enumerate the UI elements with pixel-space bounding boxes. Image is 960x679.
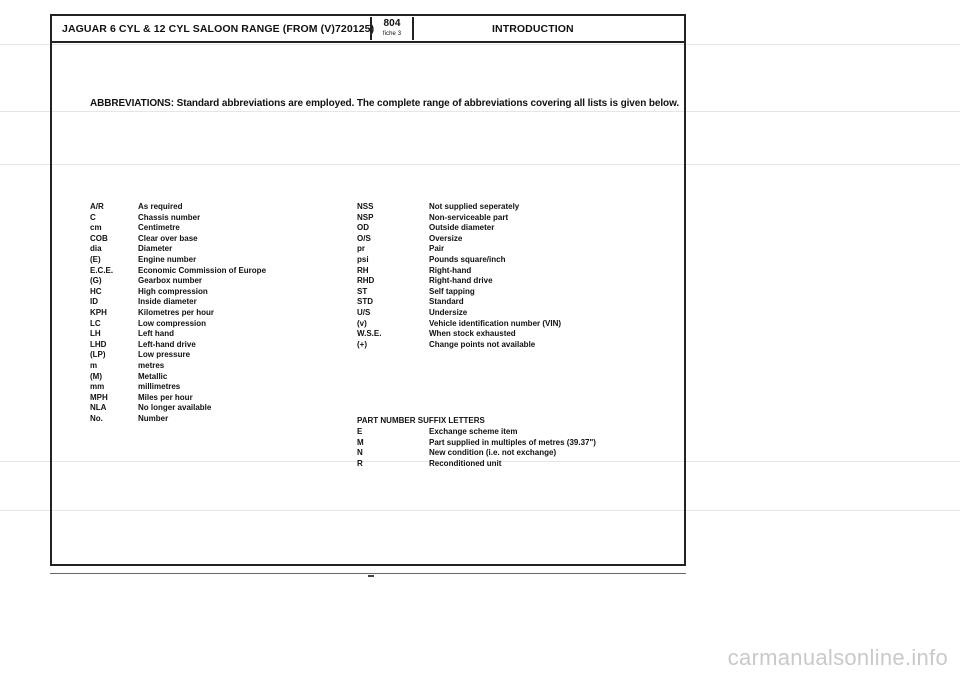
abbreviation-meaning: Right-hand drive xyxy=(429,276,493,286)
abbreviation-meaning: Economic Commission of Europe xyxy=(138,265,267,275)
abbreviation-meaning: Low compression xyxy=(138,318,207,328)
abbreviation-meaning: High compression xyxy=(138,286,208,296)
abbreviation-meaning: Standard xyxy=(429,297,464,307)
abbreviation-meaning: Right-hand xyxy=(429,265,472,275)
watermark-text: carmanualsonline.info xyxy=(727,645,948,670)
footer-rule xyxy=(50,573,686,574)
abbreviation-meaning: When stock exhausted xyxy=(429,329,516,339)
scan-mark xyxy=(66,573,84,574)
abbreviation-code: MPH xyxy=(90,392,108,402)
abbreviation-meaning: Not supplied seperately xyxy=(429,202,520,211)
abbreviation-code: KPH xyxy=(90,307,107,317)
abbreviation-code: (G) xyxy=(90,276,102,286)
fiche-number: 804 xyxy=(383,18,401,29)
abbreviation-meaning: metres xyxy=(138,360,165,370)
suffix-heading: PART NUMBER SUFFIX LETTERS xyxy=(357,416,485,425)
abbreviation-code: M xyxy=(357,437,364,447)
abbreviation-meaning: Low pressure xyxy=(138,350,191,360)
abbreviation-code: HC xyxy=(90,286,102,296)
abbreviation-meaning: Reconditioned unit xyxy=(429,458,502,468)
abbreviation-code: OD xyxy=(357,223,369,233)
abbreviation-meaning: Kilometres per hour xyxy=(138,307,215,317)
abbreviation-meaning: Vehicle identification number (VIN) xyxy=(429,318,562,328)
scan-mark xyxy=(368,575,374,577)
abbreviation-code: pr xyxy=(357,244,365,254)
abbreviation-code: R xyxy=(357,458,363,468)
abbreviation-code: O/S xyxy=(357,233,371,243)
document-frame xyxy=(50,14,686,566)
abbreviation-meaning: Centimetre xyxy=(138,223,180,233)
abbreviation-meaning: No longer available xyxy=(138,403,212,413)
abbreviation-code: E xyxy=(357,427,363,436)
abbreviation-meaning: Clear over base xyxy=(138,233,198,243)
abbreviation-meaning: Gearbox number xyxy=(138,276,203,286)
abbreviation-meaning: Left hand xyxy=(138,329,174,339)
abbreviation-meaning: Miles per hour xyxy=(138,392,193,402)
abbreviation-code: ID xyxy=(90,297,98,307)
abbreviation-code: N xyxy=(357,448,363,458)
abbreviation-meaning: Inside diameter xyxy=(138,297,197,307)
page-header xyxy=(52,16,684,43)
abbreviation-code: dia xyxy=(90,244,102,254)
section-title: INTRODUCTION xyxy=(492,23,574,35)
abbreviation-code: W.S.E. xyxy=(357,329,382,339)
fiche-sub: fiche 3 xyxy=(382,31,402,37)
abbreviation-code: STD xyxy=(357,297,373,307)
abbreviation-code: (+) xyxy=(357,339,367,349)
abbreviation-meaning: Oversize xyxy=(429,233,463,243)
abbreviation-code: (v) xyxy=(357,318,367,328)
abbreviation-meaning: New condition (i.e. not exchange) xyxy=(429,448,557,458)
abbreviation-code: U/S xyxy=(357,307,371,317)
intro-text: ABBREVIATIONS: Standard abbreviations are employed. The complete range of abbreviations covering all lists is given below. xyxy=(90,98,680,109)
abbreviation-code: NSS xyxy=(357,202,374,211)
abbreviation-code: NLA xyxy=(90,403,107,413)
abbreviation-meaning: Exchange scheme item xyxy=(429,427,518,436)
abbreviation-meaning: Self tapping xyxy=(429,286,475,296)
abbreviation-code: mm xyxy=(90,382,105,392)
abbreviation-code: psi xyxy=(357,254,369,264)
fiche-box xyxy=(370,17,414,40)
abbreviation-meaning: Engine number xyxy=(138,254,197,264)
abbreviation-meaning: Part supplied in multiples of metres (39.37") xyxy=(429,437,596,447)
abbreviation-code: LHD xyxy=(90,339,107,349)
abbreviation-meaning: As required xyxy=(138,202,183,211)
abbreviation-meaning: Pounds square/inch xyxy=(429,254,506,264)
abbreviation-meaning: Diameter xyxy=(138,244,173,254)
abbreviation-meaning: Chassis number xyxy=(138,212,201,222)
abbreviation-meaning: Metallic xyxy=(138,371,168,381)
abbreviation-code: cm xyxy=(90,223,102,233)
abbreviation-code: (M) xyxy=(90,371,102,381)
abbreviation-code: m xyxy=(90,360,98,370)
abbreviation-code: LC xyxy=(90,318,101,328)
abbreviation-code: No. xyxy=(90,413,103,423)
abbreviation-meaning: Change points not available xyxy=(429,339,536,349)
abbreviation-code: RH xyxy=(357,265,369,275)
abbreviation-code: E.C.E. xyxy=(90,265,114,275)
abbreviation-code: NSP xyxy=(357,212,374,222)
abbreviation-code: ST xyxy=(357,286,368,296)
abbreviation-code: COB xyxy=(90,233,108,243)
abbreviation-code: A/R xyxy=(90,202,104,211)
abbreviation-code: (LP) xyxy=(90,350,106,360)
abbreviation-meaning: Pair xyxy=(429,244,445,254)
abbreviation-code: RHD xyxy=(357,276,375,286)
abbreviation-code: LH xyxy=(90,329,101,339)
abbreviation-meaning: Number xyxy=(138,413,169,423)
abbreviation-meaning: Undersize xyxy=(429,307,468,317)
abbreviation-code: C xyxy=(90,212,96,222)
abbreviation-code: (E) xyxy=(90,254,101,264)
manual-title: JAGUAR 6 CYL & 12 CYL SALOON RANGE (FROM (V)720125) xyxy=(62,23,375,35)
abbreviation-meaning: Non-serviceable part xyxy=(429,212,509,222)
abbreviation-meaning: Left-hand drive xyxy=(138,339,196,349)
abbreviation-meaning: millimetres xyxy=(138,382,181,392)
abbreviation-meaning: Outside diameter xyxy=(429,223,495,233)
